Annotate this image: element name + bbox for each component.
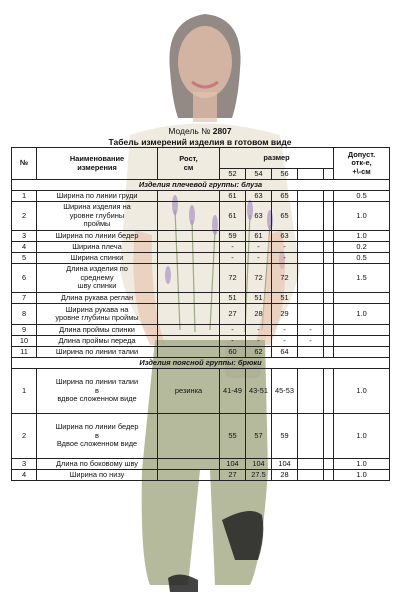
height-value: [158, 191, 220, 202]
table-row: [12, 242, 390, 253]
measurement-name: Длина проймы переда: [37, 336, 158, 347]
size-value: 63: [246, 191, 272, 202]
table-row: [12, 253, 390, 264]
size-value: 27.5: [246, 470, 272, 481]
height-value: [158, 242, 220, 253]
row-number: 4: [12, 470, 37, 481]
size-value: 59: [220, 231, 246, 242]
spacer-cell: [324, 242, 334, 253]
header-height: Рост, см: [158, 148, 220, 180]
spacer-cell: [324, 293, 334, 304]
size-value: -: [272, 336, 298, 347]
size-value: -: [298, 325, 324, 336]
row-number: 8: [12, 304, 37, 325]
height-value: [158, 470, 220, 481]
table-row: [12, 191, 390, 202]
tolerance-value: 1.0: [334, 369, 390, 414]
spacer-cell: [324, 369, 334, 414]
measurement-name: Длина по боковому шву: [37, 459, 158, 470]
row-number: 10: [12, 336, 37, 347]
size-value: 51: [220, 293, 246, 304]
size-value: 104: [220, 459, 246, 470]
tolerance-value: 1.5: [334, 264, 390, 293]
size-value: 28: [246, 304, 272, 325]
size-value: -: [220, 336, 246, 347]
table-row: [12, 304, 390, 325]
spacer-cell: [324, 253, 334, 264]
size-value: 61: [220, 191, 246, 202]
size-value: 72: [272, 264, 298, 293]
section-title: Изделия поясной группы: брюки: [12, 358, 390, 369]
size-value: [298, 304, 324, 325]
size-value: [298, 253, 324, 264]
table-row: [12, 459, 390, 470]
table-row: [12, 264, 390, 293]
size-value: 27: [220, 304, 246, 325]
size-value: 63: [246, 202, 272, 231]
tolerance-value: 1.0: [334, 202, 390, 231]
height-value: [158, 253, 220, 264]
size-value: 57: [246, 414, 272, 459]
measurement-name: Длина изделия по среднему шву спинки: [37, 264, 158, 293]
table-header-row: [12, 148, 390, 169]
size-value: 64: [272, 347, 298, 358]
height-value: [158, 459, 220, 470]
size-value: 72: [246, 264, 272, 293]
size-value: [298, 242, 324, 253]
tolerance-value: 1.0: [334, 304, 390, 325]
row-number: 7: [12, 293, 37, 304]
row-number: 2: [12, 414, 37, 459]
size-value: 51: [246, 293, 272, 304]
measurement-name: Ширина по линии талии: [37, 347, 158, 358]
size-value: 59: [272, 414, 298, 459]
table-row: [12, 369, 390, 414]
height-value: [158, 231, 220, 242]
measurement-name: Длина проймы спинки: [37, 325, 158, 336]
spacer-cell: [324, 347, 334, 358]
measurement-name: Ширина по линии груди: [37, 191, 158, 202]
height-value: [158, 202, 220, 231]
size-value: [298, 202, 324, 231]
row-number: 6: [12, 264, 37, 293]
size-value: 29: [272, 304, 298, 325]
size-value: 43-51: [246, 369, 272, 414]
size-value: -: [220, 325, 246, 336]
size-54: 54: [246, 169, 272, 180]
size-value: [298, 231, 324, 242]
measurement-name: Ширина по низу: [37, 470, 158, 481]
size-value: 60: [220, 347, 246, 358]
size-value: 72: [220, 264, 246, 293]
table-row: [12, 202, 390, 231]
tolerance-value: [334, 347, 390, 358]
tolerance-value: 1.0: [334, 470, 390, 481]
spacer-cell: [324, 470, 334, 481]
size-empty: [298, 169, 324, 180]
height-value: [158, 414, 220, 459]
row-number: 4: [12, 242, 37, 253]
size-value: 104: [246, 459, 272, 470]
spacer-cell: [324, 264, 334, 293]
model-caption: Модель № 2807: [168, 126, 232, 136]
tolerance-value: 1.0: [334, 459, 390, 470]
tolerance-value: 0.2: [334, 242, 390, 253]
size-value: -: [246, 253, 272, 264]
size-56: 56: [272, 169, 298, 180]
section-title: Изделия плечевой группы: блуза: [12, 180, 390, 191]
size-value: -: [220, 242, 246, 253]
size-52: 52: [220, 169, 246, 180]
row-number: 5: [12, 253, 37, 264]
section-row: [12, 358, 390, 369]
tolerance-value: 1.0: [334, 414, 390, 459]
tolerance-value: [334, 293, 390, 304]
measurement-name: Ширина изделия на уровне глубины проймы: [37, 202, 158, 231]
size-value: -: [272, 325, 298, 336]
size-value: [298, 459, 324, 470]
size-value: [298, 414, 324, 459]
height-value: [158, 325, 220, 336]
table-row: [12, 231, 390, 242]
spacer-cell: [324, 231, 334, 242]
size-value: [298, 347, 324, 358]
row-number: 9: [12, 325, 37, 336]
section-row: [12, 180, 390, 191]
size-value: -: [272, 242, 298, 253]
size-value: 61: [246, 231, 272, 242]
row-number: 3: [12, 231, 37, 242]
height-value: [158, 293, 220, 304]
spacer-cell: [324, 202, 334, 231]
tolerance-value: 0.5: [334, 253, 390, 264]
height-value: [158, 347, 220, 358]
size-value: 55: [220, 414, 246, 459]
size-value: 41-49: [220, 369, 246, 414]
size-value: -: [246, 325, 272, 336]
measurement-name: Ширина рукава на уровне глубины проймы: [37, 304, 158, 325]
size-value: 65: [272, 191, 298, 202]
height-value: [158, 336, 220, 347]
row-number: 3: [12, 459, 37, 470]
size-value: 61: [220, 202, 246, 231]
tolerance-value: 1.0: [334, 231, 390, 242]
row-number: 1: [12, 191, 37, 202]
header-tolerance: Допуст. отк-е, +\-см: [334, 148, 390, 180]
size-value: -: [298, 336, 324, 347]
row-number: 1: [12, 369, 37, 414]
table-row: [12, 325, 390, 336]
height-value: [158, 264, 220, 293]
measurement-name: Ширина плеча: [37, 242, 158, 253]
measurement-name: Ширина спинки: [37, 253, 158, 264]
spacer-cell: [324, 336, 334, 347]
table-row: [12, 414, 390, 459]
size-value: [298, 264, 324, 293]
tolerance-value: [334, 325, 390, 336]
size-value: -: [272, 253, 298, 264]
measurement-name: Ширина по линии талии в вдвое сложенном виде: [37, 369, 158, 414]
header-num: №: [12, 148, 37, 180]
size-empty: [324, 169, 334, 180]
size-value: 51: [272, 293, 298, 304]
size-value: 63: [272, 231, 298, 242]
height-value: резинка: [158, 369, 220, 414]
height-value: [158, 304, 220, 325]
size-value: [298, 293, 324, 304]
table-row: [12, 336, 390, 347]
table-row: [12, 347, 390, 358]
size-value: [298, 470, 324, 481]
size-value: 62: [246, 347, 272, 358]
size-value: 104: [272, 459, 298, 470]
size-value: -: [220, 253, 246, 264]
table-title: Табель измерений изделия в готовом виде: [108, 137, 292, 147]
measurement-name: Ширина по линии бедер: [37, 231, 158, 242]
measurement-name: Ширина по линии бедер в Вдвое сложенном виде: [37, 414, 158, 459]
spacer-cell: [324, 191, 334, 202]
measurement-table: [11, 147, 390, 481]
size-value: [298, 369, 324, 414]
size-value: -: [246, 242, 272, 253]
spacer-cell: [324, 414, 334, 459]
spacer-cell: [324, 459, 334, 470]
size-value: 45-53: [272, 369, 298, 414]
size-value: 65: [272, 202, 298, 231]
spacer-cell: [324, 325, 334, 336]
model-number: 2807: [212, 126, 232, 136]
size-value: 27: [220, 470, 246, 481]
tolerance-value: [334, 336, 390, 347]
table-row: [12, 293, 390, 304]
size-value: [298, 191, 324, 202]
table-row: [12, 470, 390, 481]
measurement-name: Длина рукава реглан: [37, 293, 158, 304]
header-size: размер: [220, 148, 334, 169]
spacer-cell: [324, 304, 334, 325]
row-number: 11: [12, 347, 37, 358]
size-value: 28: [272, 470, 298, 481]
row-number: 2: [12, 202, 37, 231]
size-value: -: [246, 336, 272, 347]
tolerance-value: 0.5: [334, 191, 390, 202]
header-name: Наименование измерения: [37, 148, 158, 180]
